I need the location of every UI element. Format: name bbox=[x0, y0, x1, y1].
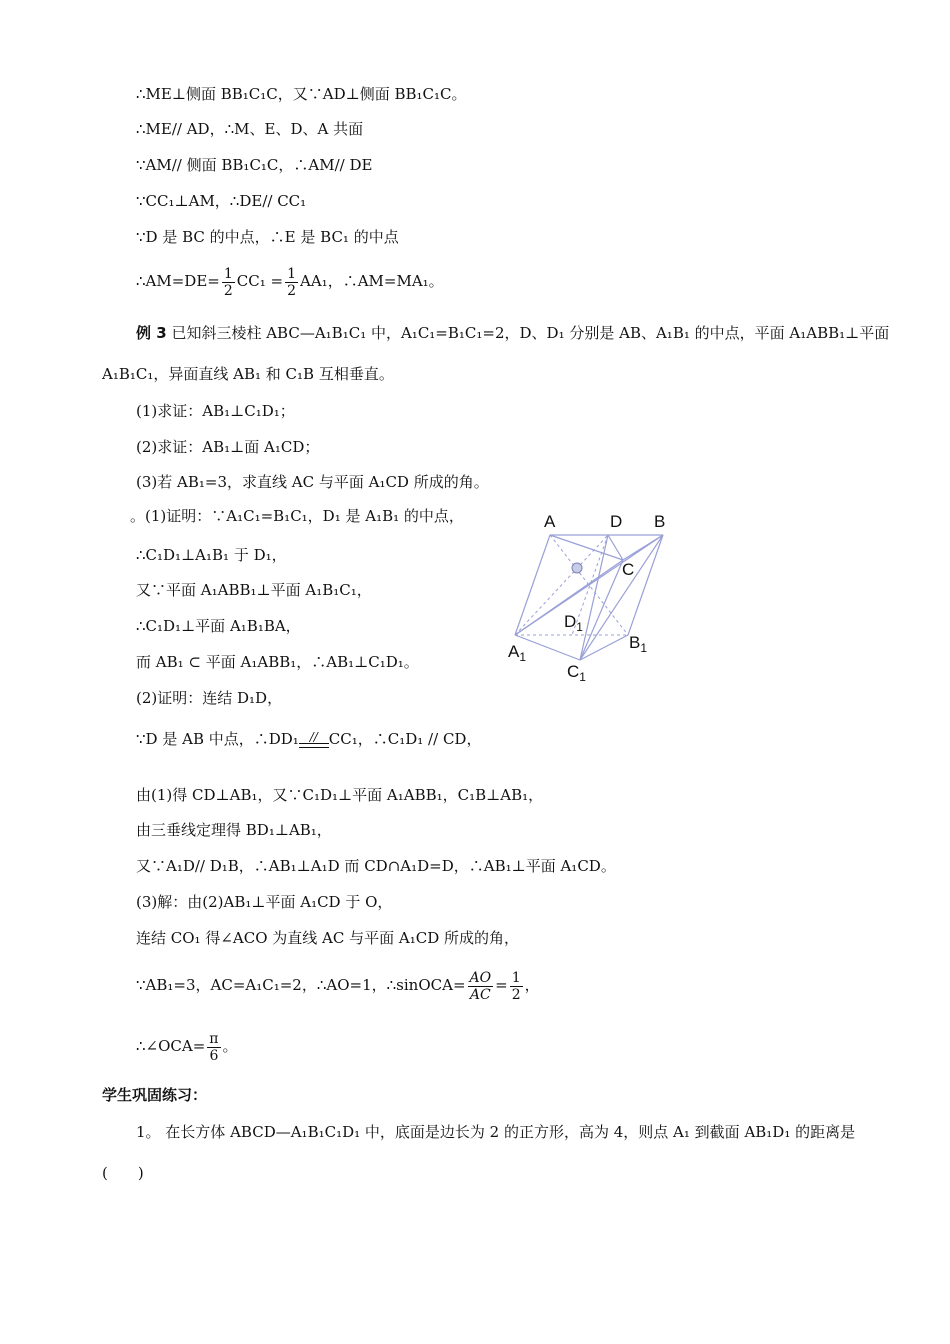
fraction-pi-6 bbox=[207, 1031, 220, 1064]
fraction-den: 6 bbox=[209, 1047, 219, 1064]
fraction-den: 2 bbox=[287, 282, 297, 299]
edge-B-C bbox=[623, 535, 663, 560]
parallel-mark: // bbox=[309, 730, 318, 744]
label-B: B bbox=[654, 512, 666, 531]
fraction-num: AO bbox=[469, 969, 492, 986]
solution-14-b: 。 bbox=[222, 1037, 238, 1055]
label-A1-main: A bbox=[508, 642, 520, 661]
label-C1-main: C bbox=[567, 662, 580, 681]
line-3: ∵AM// 侧面 BB₁C₁C，∴AM// DE bbox=[136, 156, 373, 174]
edge-A-A1 bbox=[515, 535, 550, 635]
label-B1-main: B bbox=[629, 633, 641, 652]
example-3-line-2: A₁B₁C₁，异面直线 AB₁ 和 C₁B 互相垂直。 bbox=[102, 365, 394, 383]
example-label: 例 3 bbox=[136, 324, 167, 342]
solution-14-a: ∴∠OCA= bbox=[136, 1037, 206, 1055]
solution-13-c: ， bbox=[524, 976, 540, 994]
solution-1: 。(1)证明：∵A₁C₁=B₁C₁，D₁ 是 A₁B₁ 的中点， bbox=[130, 507, 464, 525]
label-D1-sub: 1 bbox=[576, 620, 583, 634]
line-1: ∴ME⊥侧面 BB₁C₁C，又∵AD⊥侧面 BB₁C₁C。 bbox=[136, 85, 467, 103]
fraction-half-2 bbox=[285, 266, 298, 299]
label-A1 bbox=[508, 642, 526, 664]
label-C: C bbox=[622, 560, 635, 579]
line-4: ∵CC₁⊥AM，∴DE// CC₁ bbox=[136, 192, 307, 210]
label-B1 bbox=[629, 633, 647, 655]
solution-14 bbox=[136, 1026, 238, 1066]
edge-B-B1 bbox=[628, 535, 663, 635]
solution-4: ∴C₁D₁⊥平面 A₁B₁BA， bbox=[136, 617, 301, 635]
solution-3: 又∵平面 A₁ABB₁⊥平面 A₁B₁C₁， bbox=[136, 581, 372, 599]
label-D1-main: D bbox=[564, 612, 577, 631]
line-2: ∴ME// AD，∴M、E、D、A 共面 bbox=[136, 120, 364, 138]
fraction-half-1 bbox=[222, 266, 235, 299]
line-6 bbox=[136, 262, 444, 300]
edge-C1-B1 bbox=[580, 635, 628, 660]
solution-13-b: = bbox=[495, 976, 508, 994]
line-6-b: CC₁ = bbox=[236, 272, 284, 290]
fraction-half-3 bbox=[510, 970, 523, 1003]
prism-figure bbox=[500, 505, 690, 695]
solution-6: (2)证明：连结 D₁D， bbox=[136, 689, 283, 707]
solution-9: 由三垂线定理得 BD₁⊥AB₁， bbox=[136, 821, 332, 839]
solution-5: 而 AB₁ ⊂ 平面 A₁ABB₁，∴AB₁⊥C₁D₁。 bbox=[136, 653, 419, 671]
solution-13 bbox=[136, 965, 540, 1005]
solution-7 bbox=[136, 729, 481, 749]
fraction-den: 2 bbox=[511, 986, 521, 1003]
fraction-num: π bbox=[209, 1030, 219, 1047]
practice-1-blank: ( ) bbox=[102, 1164, 144, 1182]
line-6-c: AA₁，∴AM=MA₁。 bbox=[300, 272, 444, 290]
fraction-den: AC bbox=[469, 986, 491, 1003]
fraction-ao-ac bbox=[468, 970, 494, 1003]
label-A: A bbox=[544, 512, 556, 531]
fraction-num: 1 bbox=[511, 969, 521, 986]
practice-1: 1。 在长方体 ABCD—A₁B₁C₁D₁ 中，底面是边长为 2 的正方形，高为 4，则点 A₁ 到截面 AB₁D₁ 的距离是 bbox=[136, 1123, 856, 1141]
example-3-line-1 bbox=[136, 323, 889, 343]
point-O bbox=[572, 563, 582, 573]
label-A1-sub: 1 bbox=[519, 650, 527, 664]
solution-7-a: ∵D 是 AB 中点，∴DD₁ bbox=[136, 730, 299, 748]
question-2: (2)求证：AB₁⊥面 A₁CD； bbox=[136, 438, 320, 456]
label-C1-sub: 1 bbox=[579, 670, 586, 684]
line-6-a: ∴AM=DE= bbox=[136, 272, 220, 290]
solution-13-a: ∵AB₁=3，AC=A₁C₁=2，∴AO=1，∴sinOCA= bbox=[136, 976, 466, 994]
solution-10: 又∵A₁D// D₁B，∴AB₁⊥A₁D 而 CD∩A₁D=D，∴AB₁⊥平面 A₁CD。 bbox=[136, 857, 616, 875]
practice-title: 学生巩固练习： bbox=[102, 1086, 208, 1104]
figure-labels bbox=[508, 512, 665, 684]
solution-7-b: CC₁，∴C₁D₁ // CD， bbox=[328, 730, 482, 748]
label-D1 bbox=[564, 612, 583, 634]
solution-8: 由(1)得 CD⊥AB₁，又∵C₁D₁⊥平面 A₁ABB₁，C₁B⊥AB₁， bbox=[136, 786, 544, 804]
example-text-1: 已知斜三棱柱 ABC—A₁B₁C₁ 中，A₁C₁=B₁C₁=2，D、D₁ 分别是 AB、A₁B₁ 的中点，平面 A₁ABB₁⊥平面 bbox=[171, 324, 890, 342]
solution-2: ∴C₁D₁⊥A₁B₁ 于 D₁， bbox=[136, 546, 287, 564]
parallel-equal-symbol bbox=[299, 732, 329, 748]
fraction-num: 1 bbox=[223, 265, 233, 282]
fraction-den: 2 bbox=[223, 282, 233, 299]
edge-A-C bbox=[550, 535, 623, 560]
label-C1 bbox=[567, 662, 586, 684]
solution-11: (3)解：由(2)AB₁⊥平面 A₁CD 于 O， bbox=[136, 893, 393, 911]
solution-12: 连结 CO₁ 得∠ACO 为直线 AC 与平面 A₁CD 所成的角， bbox=[136, 929, 519, 947]
question-1: (1)求证：AB₁⊥C₁D₁； bbox=[136, 402, 295, 420]
edge-C1-B bbox=[580, 535, 663, 660]
fraction-num: 1 bbox=[287, 265, 297, 282]
line-5: ∵D 是 BC 的中点，∴E 是 BC₁ 的中点 bbox=[136, 228, 399, 246]
label-B1-sub: 1 bbox=[640, 641, 648, 655]
question-3: (3)若 AB₁=3，求直线 AC 与平面 A₁CD 所成的角。 bbox=[136, 473, 489, 491]
label-D: D bbox=[610, 512, 623, 531]
